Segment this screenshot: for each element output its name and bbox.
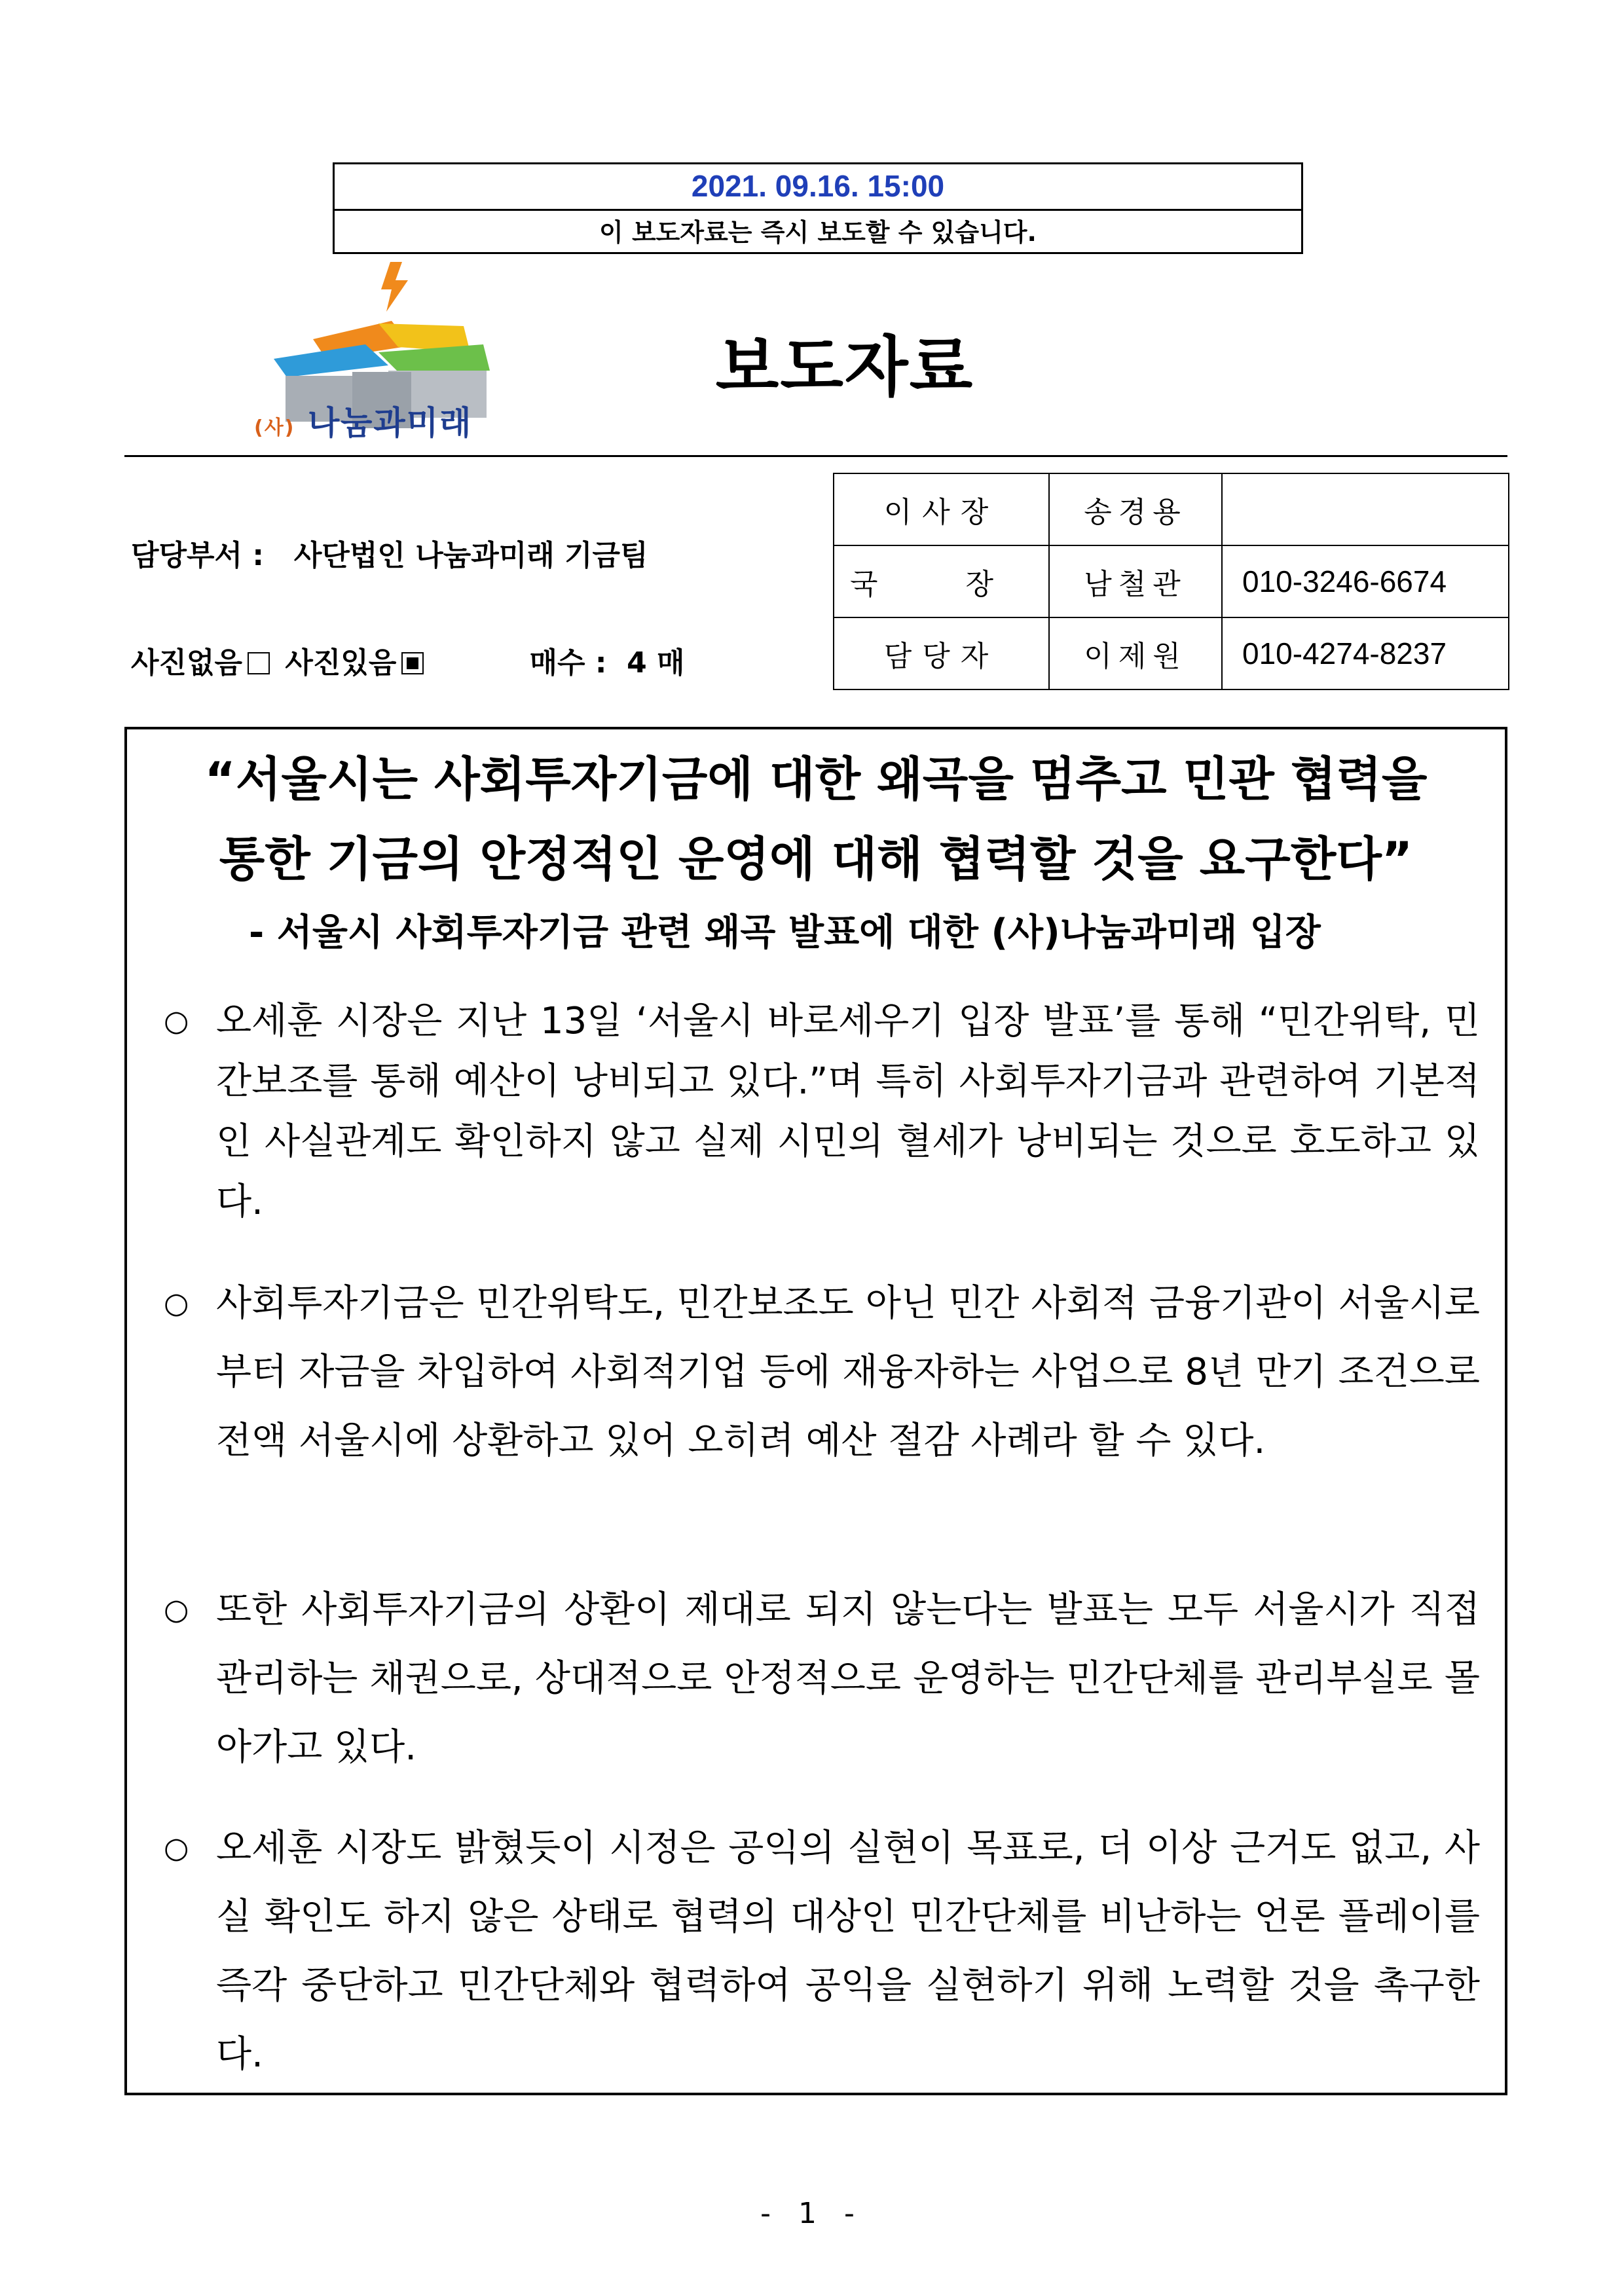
- body-paragraph: [164, 991, 1480, 1232]
- department-line: 담당부서 : 사단법인 나눔과미래 기금팀: [131, 539, 648, 572]
- bullet-icon: ○: [164, 1593, 189, 1626]
- bullet-icon: ○: [164, 1287, 189, 1320]
- logo-name: 나눔과미래: [307, 404, 473, 442]
- contact-row: [834, 473, 1509, 545]
- photo-info-line: [131, 639, 685, 681]
- contact-role: 담당자: [834, 617, 1049, 689]
- release-info-box: [333, 162, 1303, 254]
- header-divider: [124, 455, 1507, 457]
- contact-phone: 010-4274-8237: [1222, 617, 1509, 689]
- contact-row: [834, 617, 1509, 689]
- page-number: - 1 -: [760, 2197, 864, 2230]
- paragraph-text: 또한 사회투자기금의 상환이 제대로 되지 않는다는 발표는 모두 서울시가 직접 관리하는 채권으로, 상대적으로 안정적으로 운영하는 민간단체를 관리부실로 몰아가고 있다.: [216, 1588, 1480, 1769]
- headline-line-1: “서울시는 사회투자기금에 대한 왜곡을 멈추고 민관 협력을: [204, 752, 1428, 807]
- contact-role: 국 장: [834, 545, 1049, 617]
- logo-prefix: (사): [254, 416, 295, 439]
- contact-phone: [1222, 473, 1509, 545]
- contact-role: 이사장: [834, 473, 1049, 545]
- contacts-table: [833, 473, 1509, 690]
- headline-line-2: 통한 기금의 안정적인 운영에 대해 협력할 것을 요구한다”: [219, 832, 1413, 887]
- has-photo-label: 사진있음: [285, 646, 397, 680]
- body-paragraph: [164, 1575, 1480, 1782]
- paragraph-text: 사회투자기금은 민간위탁도, 민간보조도 아닌 민간 사회적 금융기관이 서울시로부터 자금을 차입하여 사회적기업 등에 재융자하는 사업으로 8년 만기 조건으로 전액 서울시에 상환하고 있어 오히려 예산 절감 사례라 할 수 있다.: [216, 1282, 1480, 1462]
- body-paragraph: [164, 1814, 1480, 2089]
- paragraph-text: 오세훈 시장도 밝혔듯이 시정은 공익의 실현이 목표로, 더 이상 근거도 없고, 사실 확인도 하지 않은 상태로 협력의 대상인 민간단체를 비난하는 언론 플레이를 즉각 중단하고 민간단체와 협력하여 공익을 실현하기 위해 노력할 것을 촉구한다.: [216, 1827, 1480, 2076]
- paragraph-text: 오세훈 시장은 지난 13일 ‘서울시 바로세우기 입장 발표’를 통해 “민간위탁, 민간보조를 통해 예산이 낭비되고 있다.”며 특히 사회투자기금과 관련하여 기본적인 사실관계도 확인하지 않고 실제 시민의 혈세가 낭비되는 것으로 호도하고 있다.: [216, 1000, 1480, 1223]
- subheadline: - 서울시 사회투자기금 관련 왜곡 발표에 대한 (사)나눔과미래 입장: [249, 911, 1321, 954]
- no-photo-label: 사진없음: [131, 646, 243, 680]
- has-photo-checkbox: [401, 652, 424, 674]
- contact-name: 남철관: [1049, 545, 1222, 617]
- bullet-icon: ○: [164, 1004, 189, 1038]
- contact-name: 이제원: [1049, 617, 1222, 689]
- contact-phone: 010-3246-6674: [1222, 545, 1509, 617]
- page-count: 매수 : 4 매: [529, 646, 685, 680]
- contact-row: [834, 545, 1509, 617]
- body-paragraph: [164, 1269, 1480, 1475]
- no-photo-checkbox: [248, 652, 270, 674]
- embargo-note: 이 보도자료는 즉시 보도할 수 있습니다.: [599, 218, 1037, 247]
- contact-name: 송경용: [1049, 473, 1222, 545]
- release-datetime: 2021. 09.16. 15:00: [335, 164, 1301, 211]
- bullet-icon: ○: [164, 1831, 189, 1865]
- document-title: 보도자료: [715, 329, 974, 405]
